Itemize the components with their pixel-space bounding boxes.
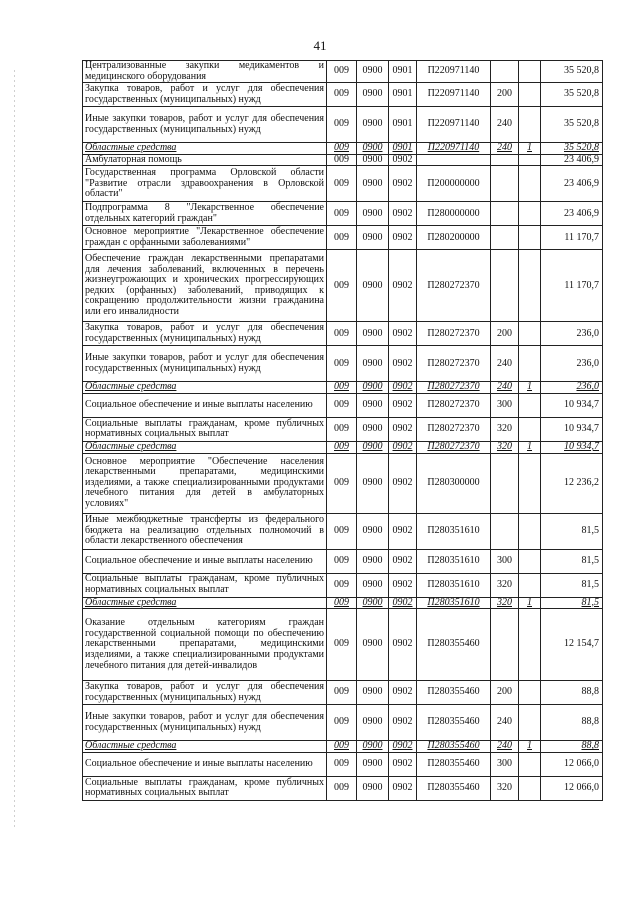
budget-table-container [82,60,602,801]
razdel-code-cell: 0900 [357,549,389,573]
row-name-cell: Социальные выплаты гражданам, кроме публичных нормативных социальных выплат [83,417,327,441]
glava-code-cell: 009 [327,322,357,346]
row-name-cell: Иные закупки товаров, работ и услуг для обеспечения государственных (муниципальных) нужд [83,346,327,382]
glava-code-cell: 009 [327,549,357,573]
expense-type-cell: 300 [491,393,519,417]
table-row [83,597,603,609]
razdel-code-cell: 0900 [357,83,389,107]
amount-cell: 35 520,8 [541,83,603,107]
table-row [83,250,603,322]
table-row [83,154,603,166]
glava-code-cell: 009 [327,166,357,202]
amount-cell: 236,0 [541,322,603,346]
podrazdel-code-cell: 0902 [389,597,417,609]
funding-source-cell [519,417,541,441]
amount-cell: 236,0 [541,346,603,382]
podrazdel-code-cell: 0902 [389,741,417,753]
table-row [83,346,603,382]
expense-type-cell [491,453,519,513]
expense-type-cell: 300 [491,752,519,776]
expense-type-cell: 320 [491,417,519,441]
row-name-cell: Закупка товаров, работ и услуг для обеспечения государственных (муниципальных) нужд [83,322,327,346]
funding-source-cell: 1 [519,597,541,609]
glava-code-cell: 009 [327,741,357,753]
funding-source-cell [519,705,541,741]
funding-source-cell [519,573,541,597]
glava-code-cell: 009 [327,61,357,83]
amount-cell: 35 520,8 [541,107,603,143]
target-article-cell: П220971140 [417,143,491,155]
amount-cell: 10 934,7 [541,393,603,417]
funding-source-cell [519,61,541,83]
target-article-cell: П280351610 [417,573,491,597]
expense-type-cell: 240 [491,705,519,741]
expense-type-cell [491,154,519,166]
row-name-cell: Социальные выплаты гражданам, кроме публичных нормативных социальных выплат [83,776,327,800]
razdel-code-cell: 0900 [357,417,389,441]
podrazdel-code-cell: 0902 [389,166,417,202]
table-row [83,83,603,107]
razdel-code-cell: 0900 [357,226,389,250]
razdel-code-cell: 0900 [357,346,389,382]
expense-type-cell: 300 [491,549,519,573]
glava-code-cell: 009 [327,573,357,597]
podrazdel-code-cell: 0902 [389,226,417,250]
expense-type-cell [491,250,519,322]
razdel-code-cell: 0900 [357,393,389,417]
table-row [83,417,603,441]
funding-source-cell [519,609,541,681]
target-article-cell: П280355460 [417,681,491,705]
row-name-cell: Оказание отдельным категориям граждан государственной социальной помощи по обеспечению лекарственными препаратами, медицинскими изделиями, а также специализированными продуктами лечебного питания для детей-инвалидов [83,609,327,681]
podrazdel-code-cell: 0902 [389,202,417,226]
podrazdel-code-cell: 0902 [389,549,417,573]
row-name-cell: Закупка товаров, работ и услуг для обеспечения государственных (муниципальных) нужд [83,83,327,107]
glava-code-cell: 009 [327,752,357,776]
podrazdel-code-cell: 0902 [389,573,417,597]
row-name-cell: Государственная программа Орловской области "Развитие отрасли здравоохранения в Орловской области" [83,166,327,202]
table-row [83,202,603,226]
target-article-cell: П280272370 [417,441,491,453]
row-name-cell: Подпрограмма 8 "Лекарственное обеспечение отдельных категорий граждан" [83,202,327,226]
table-row [83,513,603,549]
row-name-cell: Областные средства [83,741,327,753]
glava-code-cell: 009 [327,417,357,441]
target-article-cell: П280272370 [417,393,491,417]
target-article-cell: П280272370 [417,346,491,382]
budget-table [82,60,603,801]
target-article-cell: П280272370 [417,417,491,441]
table-row [83,107,603,143]
podrazdel-code-cell: 0902 [389,705,417,741]
row-name-cell: Обеспечение граждан лекарственными препаратами для лечения заболеваний, включенных в перечень жизнеугрожающих и хронических прогрессирующих редких (орфанных) заболеваний, приводящих к сокращению продолжительности жизни гражданина или его инвалидности [83,250,327,322]
glava-code-cell: 009 [327,202,357,226]
glava-code-cell: 009 [327,609,357,681]
row-name-cell: Основное мероприятие "Обеспечение населения лекарственными препаратами, медицинскими изделиями, а также специализированными продуктами лечебного питания для детей в амбулаторных условиях" [83,453,327,513]
razdel-code-cell: 0900 [357,597,389,609]
expense-type-cell: 200 [491,83,519,107]
funding-source-cell [519,346,541,382]
podrazdel-code-cell: 0902 [389,382,417,394]
razdel-code-cell: 0900 [357,166,389,202]
funding-source-cell [519,776,541,800]
table-row [83,776,603,800]
target-article-cell: П280351610 [417,513,491,549]
glava-code-cell: 009 [327,597,357,609]
podrazdel-code-cell: 0901 [389,107,417,143]
target-article-cell: П280000000 [417,202,491,226]
funding-source-cell [519,154,541,166]
target-article-cell: П280351610 [417,549,491,573]
amount-cell: 23 406,9 [541,154,603,166]
glava-code-cell: 009 [327,83,357,107]
amount-cell: 81,5 [541,513,603,549]
target-article-cell: П280355460 [417,776,491,800]
row-name-cell: Иные закупки товаров, работ и услуг для обеспечения государственных (муниципальных) нужд [83,107,327,143]
glava-code-cell: 009 [327,393,357,417]
target-article-cell: П280272370 [417,382,491,394]
target-article-cell [417,154,491,166]
podrazdel-code-cell: 0902 [389,609,417,681]
razdel-code-cell: 0900 [357,143,389,155]
podrazdel-code-cell: 0902 [389,441,417,453]
funding-source-cell [519,226,541,250]
target-article-cell: П280355460 [417,609,491,681]
table-row [83,549,603,573]
target-article-cell: П220971140 [417,83,491,107]
target-article-cell: П280272370 [417,322,491,346]
amount-cell: 12 066,0 [541,752,603,776]
expense-type-cell [491,61,519,83]
razdel-code-cell: 0900 [357,752,389,776]
podrazdel-code-cell: 0902 [389,752,417,776]
podrazdel-code-cell: 0901 [389,61,417,83]
table-row [83,226,603,250]
table-row [83,453,603,513]
budget-table-body [83,61,603,801]
row-name-cell: Иные межбюджетные трансферты из федерального бюджета на реализацию отдельных полномочий в области лекарственного обеспечения [83,513,327,549]
row-name-cell: Основное мероприятие "Лекарственное обеспечение граждан с орфанными заболеваниями" [83,226,327,250]
target-article-cell: П280300000 [417,453,491,513]
funding-source-cell: 1 [519,441,541,453]
target-article-cell: П280355460 [417,705,491,741]
amount-cell: 88,8 [541,705,603,741]
amount-cell: 88,8 [541,741,603,753]
expense-type-cell: 320 [491,573,519,597]
razdel-code-cell: 0900 [357,513,389,549]
amount-cell: 10 934,7 [541,417,603,441]
funding-source-cell [519,83,541,107]
razdel-code-cell: 0900 [357,609,389,681]
funding-source-cell [519,513,541,549]
glava-code-cell: 009 [327,453,357,513]
amount-cell: 236,0 [541,382,603,394]
funding-source-cell [519,752,541,776]
target-article-cell: П280351610 [417,597,491,609]
expense-type-cell: 240 [491,346,519,382]
podrazdel-code-cell: 0902 [389,393,417,417]
glava-code-cell: 009 [327,346,357,382]
table-row [83,573,603,597]
row-name-cell: Амбулаторная помощь [83,154,327,166]
amount-cell: 11 170,7 [541,250,603,322]
podrazdel-code-cell: 0901 [389,143,417,155]
funding-source-cell [519,393,541,417]
razdel-code-cell: 0900 [357,453,389,513]
table-row [83,609,603,681]
glava-code-cell: 009 [327,441,357,453]
razdel-code-cell: 0900 [357,741,389,753]
expense-type-cell: 200 [491,681,519,705]
funding-source-cell [519,250,541,322]
glava-code-cell: 009 [327,382,357,394]
funding-source-cell: 1 [519,741,541,753]
expense-type-cell: 320 [491,776,519,800]
amount-cell: 81,5 [541,549,603,573]
amount-cell: 12 154,7 [541,609,603,681]
funding-source-cell [519,107,541,143]
amount-cell: 12 236,2 [541,453,603,513]
table-row [83,705,603,741]
amount-cell: 35 520,8 [541,61,603,83]
table-row [83,752,603,776]
glava-code-cell: 009 [327,154,357,166]
expense-type-cell [491,609,519,681]
row-name-cell: Социальное обеспечение и иные выплаты населению [83,752,327,776]
target-article-cell: П220971140 [417,107,491,143]
amount-cell: 23 406,9 [541,202,603,226]
razdel-code-cell: 0900 [357,441,389,453]
target-article-cell: П280355460 [417,741,491,753]
podrazdel-code-cell: 0902 [389,250,417,322]
expense-type-cell: 320 [491,597,519,609]
table-row [83,441,603,453]
expense-type-cell: 320 [491,441,519,453]
podrazdel-code-cell: 0902 [389,513,417,549]
expense-type-cell: 240 [491,382,519,394]
glava-code-cell: 009 [327,226,357,250]
glava-code-cell: 009 [327,107,357,143]
amount-cell: 35 520,8 [541,143,603,155]
row-name-cell: Областные средства [83,441,327,453]
row-name-cell: Иные закупки товаров, работ и услуг для обеспечения государственных (муниципальных) нужд [83,705,327,741]
expense-type-cell: 240 [491,107,519,143]
table-row [83,681,603,705]
expense-type-cell [491,202,519,226]
table-row [83,61,603,83]
scan-edge-mark [14,70,15,830]
razdel-code-cell: 0900 [357,382,389,394]
razdel-code-cell: 0900 [357,61,389,83]
glava-code-cell: 009 [327,705,357,741]
amount-cell: 11 170,7 [541,226,603,250]
table-row [83,143,603,155]
podrazdel-code-cell: 0902 [389,346,417,382]
razdel-code-cell: 0900 [357,250,389,322]
glava-code-cell: 009 [327,513,357,549]
target-article-cell: П280200000 [417,226,491,250]
razdel-code-cell: 0900 [357,705,389,741]
funding-source-cell: 1 [519,143,541,155]
table-row [83,166,603,202]
row-name-cell: Социальные выплаты гражданам, кроме публичных нормативных социальных выплат [83,573,327,597]
page-number: 41 [313,38,327,53]
glava-code-cell: 009 [327,776,357,800]
glava-code-cell: 009 [327,143,357,155]
amount-cell: 88,8 [541,681,603,705]
razdel-code-cell: 0900 [357,681,389,705]
amount-cell: 12 066,0 [541,776,603,800]
row-name-cell: Социальное обеспечение и иные выплаты населению [83,549,327,573]
target-article-cell: П280355460 [417,752,491,776]
row-name-cell: Закупка товаров, работ и услуг для обеспечения государственных (муниципальных) нужд [83,681,327,705]
razdel-code-cell: 0900 [357,107,389,143]
expense-type-cell [491,166,519,202]
razdel-code-cell: 0900 [357,202,389,226]
amount-cell: 81,5 [541,573,603,597]
row-name-cell: Областные средства [83,143,327,155]
expense-type-cell: 240 [491,143,519,155]
podrazdel-code-cell: 0902 [389,681,417,705]
amount-cell: 23 406,9 [541,166,603,202]
funding-source-cell [519,453,541,513]
table-row [83,322,603,346]
podrazdel-code-cell: 0902 [389,154,417,166]
expense-type-cell: 240 [491,741,519,753]
razdel-code-cell: 0900 [357,322,389,346]
target-article-cell: П200000000 [417,166,491,202]
amount-cell: 81,5 [541,597,603,609]
expense-type-cell: 200 [491,322,519,346]
row-name-cell: Областные средства [83,382,327,394]
table-row [83,741,603,753]
table-row [83,382,603,394]
podrazdel-code-cell: 0902 [389,776,417,800]
funding-source-cell [519,549,541,573]
podrazdel-code-cell: 0902 [389,322,417,346]
expense-type-cell [491,513,519,549]
razdel-code-cell: 0900 [357,573,389,597]
funding-source-cell: 1 [519,382,541,394]
row-name-cell: Централизованные закупки медикаментов и медицинского оборудования [83,61,327,83]
funding-source-cell [519,681,541,705]
row-name-cell: Социальное обеспечение и иные выплаты населению [83,393,327,417]
funding-source-cell [519,166,541,202]
expense-type-cell [491,226,519,250]
glava-code-cell: 009 [327,681,357,705]
podrazdel-code-cell: 0901 [389,83,417,107]
table-row [83,393,603,417]
amount-cell: 10 934,7 [541,441,603,453]
target-article-cell: П280272370 [417,250,491,322]
razdel-code-cell: 0900 [357,776,389,800]
funding-source-cell [519,202,541,226]
podrazdel-code-cell: 0902 [389,453,417,513]
razdel-code-cell: 0900 [357,154,389,166]
row-name-cell: Областные средства [83,597,327,609]
funding-source-cell [519,322,541,346]
target-article-cell: П220971140 [417,61,491,83]
podrazdel-code-cell: 0902 [389,417,417,441]
glava-code-cell: 009 [327,250,357,322]
